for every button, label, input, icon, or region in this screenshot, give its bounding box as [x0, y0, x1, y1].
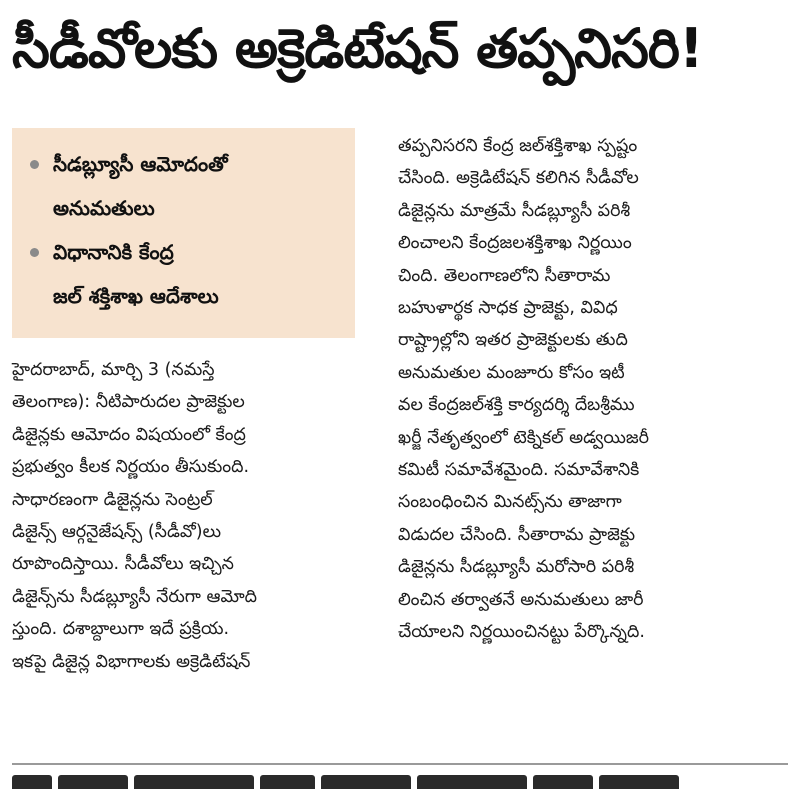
text-line: ఖర్జీ నేతృత్వంలో టెక్నికల్ అడ్వయిజరీ	[398, 427, 649, 448]
text-line: డిజైన్లను సీడబ్ల్యూసీ మరోసారి పరిశీ	[398, 557, 635, 578]
text-line: లించిన తర్వాతనే అనుమతులు జారీ	[398, 589, 644, 610]
text-line: స్తుంది. దశాబ్దాలుగా ఇదే ప్రక్రియ.	[12, 619, 230, 640]
text-line: చింది. తెలంగాణలోని సీతారామ	[398, 265, 611, 286]
text-line: డిజైన్లను మాత్రమే సీడబ్ల్యూసీ పరిశీ	[398, 200, 631, 221]
text-line: ఇకపై డిజైన్ల విభాగాలకు అక్రెడిటేషన్	[12, 651, 251, 672]
text-line: డిజైన్లకు ఆమోదం విషయంలో కేంద్ర	[12, 424, 246, 445]
cut-off-next-headline	[12, 774, 788, 789]
text-line: తప్పనిసరని కేంద్ర జల్‌శక్తిశాఖ స్పష్టం	[398, 136, 638, 156]
article-column-left	[12, 354, 364, 678]
text-line: సంబంధించిన మినట్స్‌ను తాజాగా	[398, 492, 622, 513]
text-line: ప్రభుత్వం కీలక నిర్ణయం తీసుకుంది.	[12, 457, 250, 478]
text-line: రూపొందిస్తాయి. సీడీవోలు ఇచ్చిన	[12, 554, 234, 575]
highlight-line: సీడబ్ల్యూసీ ఆమోదంతో	[53, 152, 228, 176]
text-line: బహుళార్థక సాధక ప్రాజెక్టు, వివిధ	[398, 298, 618, 319]
text-line: రాష్ట్రాల్లోని ఇతర ప్రాజెక్టులకు తుది	[398, 330, 628, 351]
text-line: చేసింది. అక్రెడిటేషన్ కలిగిన సీడీవోల	[398, 168, 639, 189]
section-divider	[12, 763, 788, 765]
highlight-item	[30, 142, 341, 230]
highlight-item	[30, 230, 341, 318]
text-line: చేయాలని నిర్ణయించినట్టు పేర్కొన్నది.	[398, 622, 645, 643]
text-line: వల కేంద్రజల్‌శక్తి కార్యదర్శి దేబశ్రీము	[398, 395, 635, 416]
highlight-box	[12, 128, 355, 338]
highlight-line: జల్ శక్తిశాఖ ఆదేశాలు	[53, 284, 219, 308]
text-line: డిజైన్స్‌ను సీడబ్ల్యూసీ నేరుగా ఆమోది	[12, 586, 257, 607]
bullet-dot-icon	[30, 248, 39, 257]
highlight-line: అనుమతులు	[53, 196, 155, 220]
text-line: సాధారణంగా డిజైన్లను సెంట్రల్	[12, 489, 213, 510]
text-line: అనుమతుల మంజూరు కోసం ఇటీ	[398, 362, 625, 383]
bullet-dot-icon	[30, 160, 39, 169]
text-line: విడుదల చేసింది. సీతారామ ప్రాజెక్టు	[398, 524, 636, 545]
headline: సీడీవోలకు అక్రెడిటేషన్ తప్పనిసరి!	[12, 17, 703, 80]
highlight-line: విధానానికి కేంద్ర	[53, 240, 174, 264]
text-line: లించాలని కేంద్రజలశక్తిశాఖ నిర్ణయిం	[398, 233, 632, 254]
text-line: కమిటీ సమావేశమైంది. సమావేశానికి	[398, 460, 640, 481]
text-line: డిజైన్స్ ఆర్గనైజేషన్స్ (సీడీవో)లు	[12, 522, 222, 543]
text-line: తెలంగాణ): నీటిపారుదల ప్రాజెక్టుల	[12, 392, 245, 413]
text-line: హైదరాబాద్, మార్చి 3 (నమస్తే	[12, 360, 215, 380]
article-column-right	[398, 130, 770, 649]
